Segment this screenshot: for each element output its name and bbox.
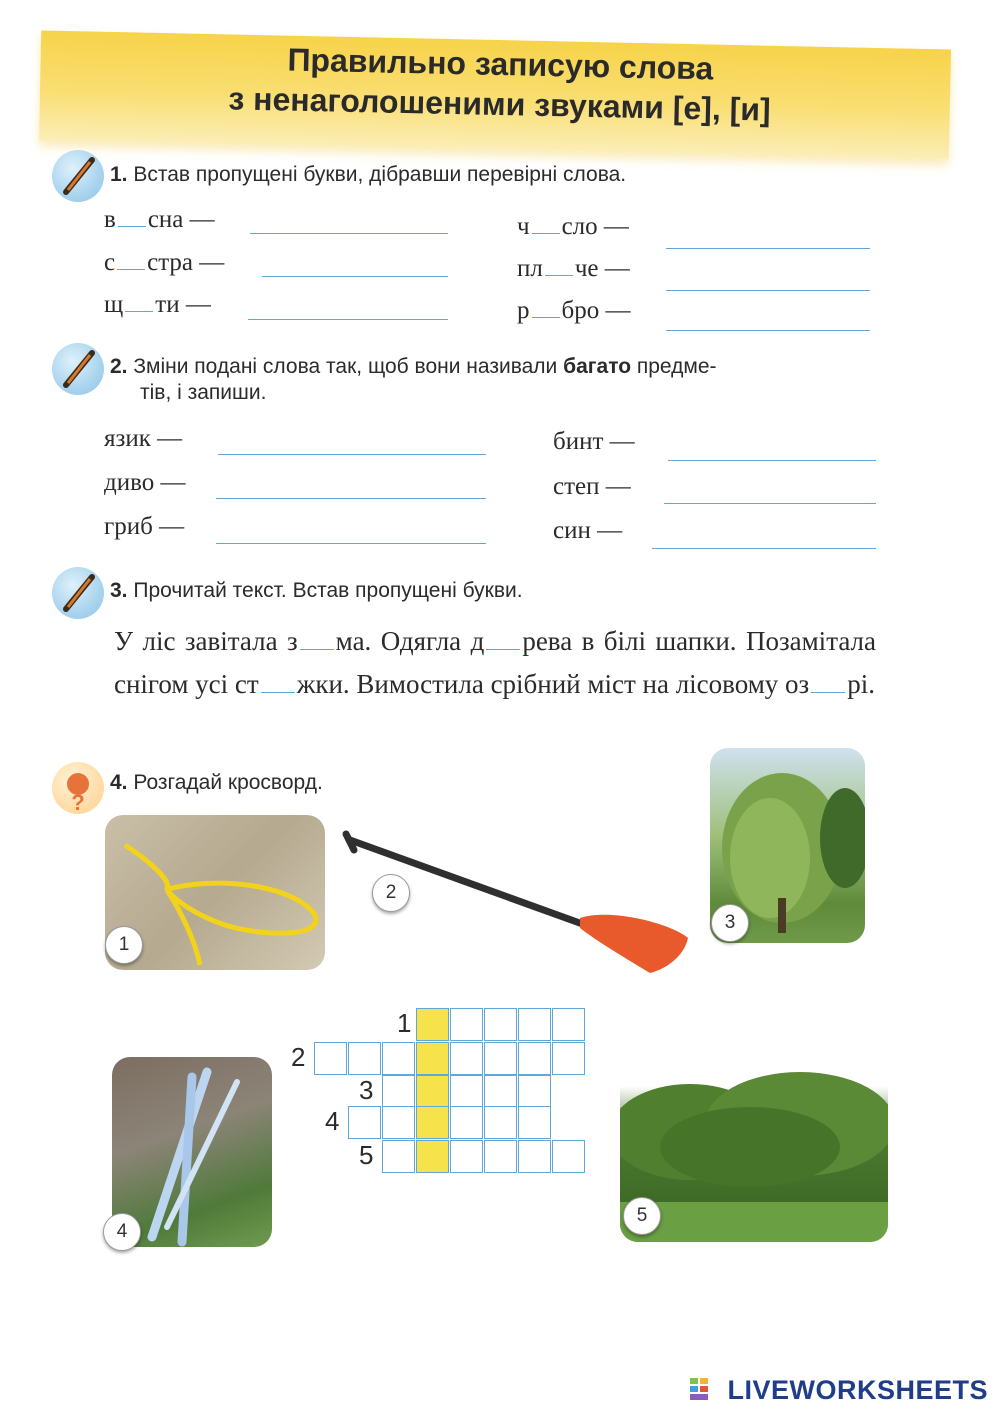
text-part: У ліс завітала з — [114, 626, 298, 656]
crossword-number-5: 5 — [359, 1140, 374, 1170]
crossword-cell[interactable] — [484, 1106, 517, 1139]
task2-word-6: син — — [553, 517, 623, 544]
answer-field[interactable] — [668, 460, 876, 461]
crossword-cell[interactable] — [416, 1008, 449, 1041]
letter-gap[interactable] — [532, 212, 560, 234]
crossword-cell[interactable] — [382, 1140, 415, 1173]
liveworksheets-logo-icon — [690, 1378, 708, 1400]
task2-word-4: бинт — — [553, 428, 635, 455]
letter-gap[interactable] — [118, 205, 146, 227]
picture-number-badge: 3 — [711, 904, 749, 942]
task2-word-2: диво — — [104, 469, 186, 496]
answer-field[interactable] — [250, 233, 448, 234]
picture-number-badge: 4 — [103, 1213, 141, 1251]
crossword-cell[interactable] — [382, 1106, 415, 1139]
word-part: стра — — [147, 249, 225, 276]
task1-instruction-text: Встав пропущені букви, дібравши перевірні слова. — [133, 163, 627, 186]
task2-word-3: гриб — — [104, 513, 185, 540]
letter-gap[interactable] — [125, 290, 153, 312]
task3-text — [114, 620, 876, 706]
word-part: сна — — [147, 206, 215, 233]
task2-number: 2. — [110, 355, 128, 378]
task2-text-a: Зміни подані слова так, щоб вони називали — [133, 355, 564, 378]
word-part: ти — — [155, 291, 211, 318]
letter-gap[interactable] — [545, 254, 573, 276]
title-line-2: з ненаголошеними звуками [е], [и] — [228, 80, 772, 128]
task1-number: 1. — [110, 163, 128, 186]
task2-instruction — [110, 354, 890, 406]
word-part: р — [517, 297, 530, 324]
word-part: сло — — [561, 213, 629, 240]
task4-number: 4. — [110, 771, 128, 794]
text-part: ма. Одягла д — [335, 626, 485, 656]
crossword-cell[interactable] — [518, 1042, 551, 1075]
crossword-cell[interactable] — [552, 1042, 585, 1075]
picture-number-badge: 1 — [105, 926, 143, 964]
word-part: ч — [517, 213, 530, 240]
crossword-cell[interactable] — [382, 1042, 415, 1075]
crossword-number-4: 4 — [325, 1106, 340, 1136]
crossword-cell[interactable] — [348, 1042, 381, 1075]
crossword-number-1: 1 — [397, 1008, 412, 1038]
word-part: в — [104, 206, 116, 233]
task2-text-line2: тів, і запиши. — [140, 381, 267, 404]
task1-instruction — [110, 163, 626, 187]
task3-number: 3. — [110, 579, 128, 602]
task1-word-1 — [104, 205, 215, 234]
answer-field[interactable] — [666, 248, 870, 249]
word-part: че — — [574, 255, 630, 282]
task2-text-bold: багато — [563, 355, 632, 378]
task1-word-3 — [104, 290, 211, 319]
answer-field[interactable] — [262, 276, 448, 277]
answer-field[interactable] — [216, 543, 486, 544]
brand-name: LIVEWORKSHEETS — [727, 1375, 988, 1405]
answer-field[interactable] — [652, 548, 876, 549]
task1-word-2 — [104, 248, 224, 277]
crossword-cell[interactable] — [518, 1075, 551, 1108]
crossword-cell[interactable] — [552, 1140, 585, 1173]
crossword-cell[interactable] — [450, 1042, 483, 1075]
pen-icon — [52, 343, 104, 395]
crossword-cell[interactable] — [552, 1008, 585, 1041]
word-part: щ — [104, 291, 124, 318]
pen-icon — [52, 150, 104, 202]
word-part: с — [104, 249, 116, 276]
crossword-cell[interactable] — [518, 1008, 551, 1041]
task2-text-b: предме- — [631, 355, 717, 378]
crossword-cell[interactable] — [484, 1042, 517, 1075]
text-part: рі. — [847, 669, 875, 699]
task1-word-6 — [517, 296, 630, 325]
crossword-cell[interactable] — [314, 1042, 347, 1075]
crossword-cell[interactable] — [416, 1075, 449, 1108]
pen-icon — [52, 567, 104, 619]
crossword-cell[interactable] — [416, 1042, 449, 1075]
crossword-cell[interactable] — [348, 1106, 381, 1139]
title-line-1: Правильно записую слова — [287, 41, 714, 87]
crossword-cell[interactable] — [518, 1106, 551, 1139]
crossword-number-3: 3 — [359, 1075, 374, 1105]
crossword-cell[interactable] — [450, 1008, 483, 1041]
letter-gap[interactable] — [300, 624, 334, 650]
word-part: пл — [517, 255, 543, 282]
task4-instruction-text: Розгадай кросворд. — [133, 771, 323, 794]
task2-word-1: язик — — [104, 425, 183, 452]
crossword-number-2: 2 — [291, 1042, 306, 1072]
text-part: рева в білі шапки. Позамітала снігом усі ст — [114, 626, 876, 699]
crossword-cell[interactable] — [484, 1075, 517, 1108]
crossword-cell[interactable] — [450, 1106, 483, 1139]
svg-text:?: ? — [71, 790, 85, 814]
task3-instruction-text: Прочитай текст. Встав пропущені букви. — [133, 579, 523, 602]
crossword-cell[interactable] — [484, 1008, 517, 1041]
text-part: жки. Вимостила срібний міст на лісовому оз — [296, 669, 810, 699]
crossword-cell[interactable] — [450, 1140, 483, 1173]
answer-field[interactable] — [664, 503, 876, 504]
crossword-cell[interactable] — [382, 1075, 415, 1108]
answer-field[interactable] — [666, 290, 870, 291]
answer-field[interactable] — [218, 454, 486, 455]
task1-word-5 — [517, 254, 630, 283]
task4-instruction — [110, 771, 323, 795]
crossword-cell[interactable] — [416, 1140, 449, 1173]
thinking-mascot-icon — [52, 762, 104, 814]
letter-gap[interactable] — [532, 296, 560, 318]
crossword-cell[interactable] — [416, 1106, 449, 1139]
letter-gap[interactable] — [117, 248, 145, 270]
letter-gap[interactable] — [486, 624, 520, 650]
crossword-cell[interactable] — [484, 1140, 517, 1173]
crossword-cell[interactable] — [518, 1140, 551, 1173]
letter-gap[interactable] — [261, 667, 295, 693]
answer-field[interactable] — [216, 498, 486, 499]
crossword-cell[interactable] — [450, 1075, 483, 1108]
picture-number-badge: 5 — [623, 1197, 661, 1235]
letter-gap[interactable] — [811, 667, 845, 693]
answer-field[interactable] — [248, 319, 448, 320]
task2-word-5: степ — — [553, 473, 631, 500]
task3-instruction — [110, 579, 523, 603]
word-part: бро — — [561, 297, 631, 324]
answer-field[interactable] — [666, 330, 870, 331]
picture-number-badge: 2 — [372, 874, 410, 912]
task1-word-4 — [517, 212, 629, 241]
